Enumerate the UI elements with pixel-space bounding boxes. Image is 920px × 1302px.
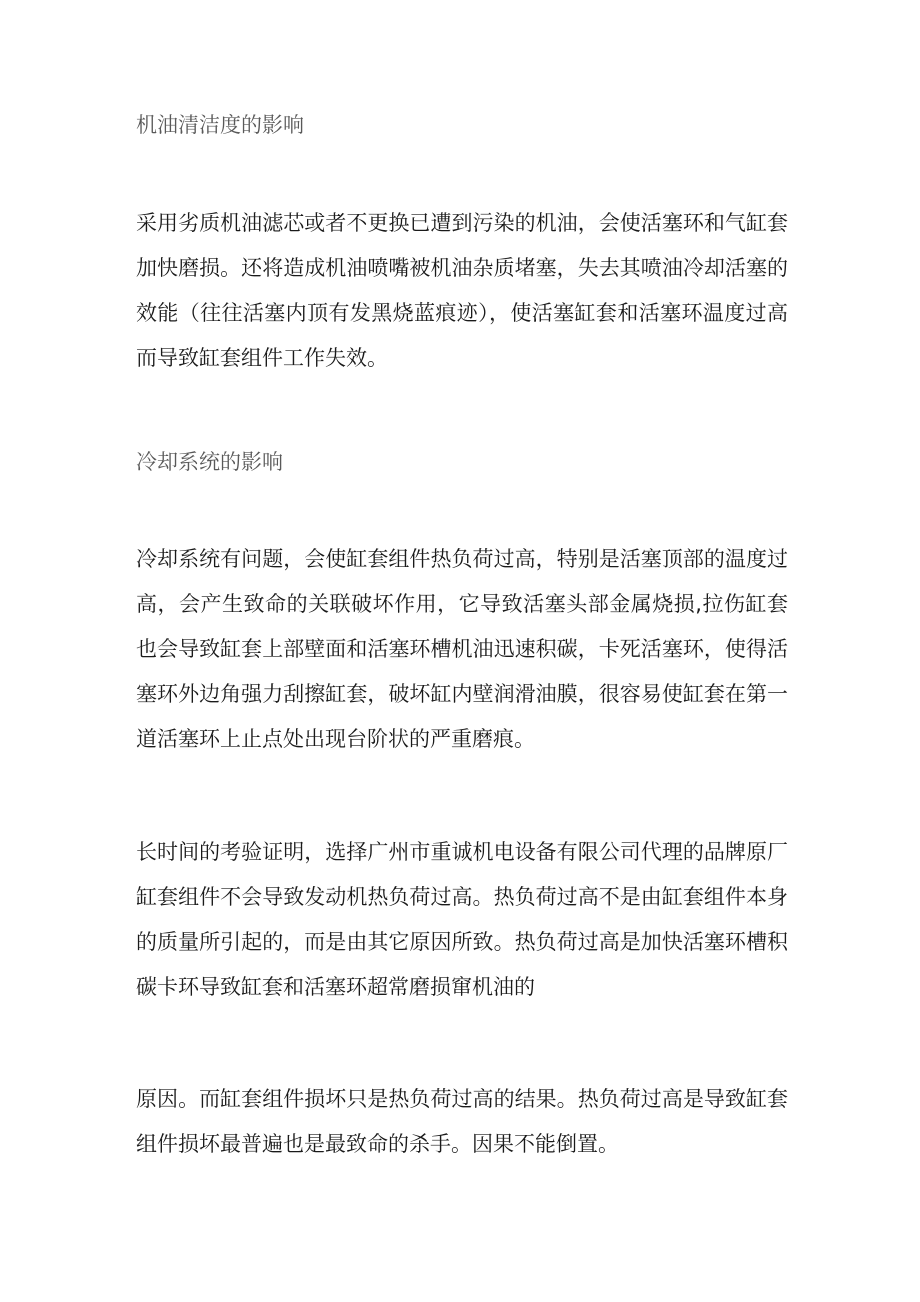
paragraph-oil-cleanliness: 采用劣质机油滤芯或者不更换已遭到污染的机油，会使活塞环和气缸套加快磨损。还将造成机油喷嘴被机油杂质堵塞，失去其喷油冷却活塞的效能（往往活塞内顶有发黑烧蓝痕迹），使活塞缸套和活塞环温度过高而导致缸套组件工作失效。	[136, 211, 788, 370]
section-heading-oil-cleanliness: 机油清洁度的影响	[136, 113, 304, 137]
paragraph-cooling-system: 冷却系统有问题，会使缸套组件热负荷过高，特别是活塞顶部的温度过高，会产生致命的关联破坏作用，它导致活塞头部金属烧损,拉伤缸套也会导致缸套上部壁面和活塞环槽机油迅速积碳，卡死活塞环，使得活塞环外边角强力刮擦缸套，破坏缸内壁润滑油膜，很容易使缸套在第一道活塞环上止点处出现台阶状的严重磨痕。	[136, 547, 788, 751]
paragraph-test-evidence: 长时间的考验证明，选择广州市重诚机电设备有限公司代理的品牌原厂缸套组件不会导致发动机热负荷过高。热负荷过高不是由缸套组件本身的质量所引起的，而是由其它原因所致。热负荷过高是加快活塞环槽积碳卡环导致缸套和活塞环超常磨损窜机油的	[136, 840, 788, 999]
section-heading-cooling-system: 冷却系统的影响	[136, 450, 283, 474]
paragraph-conclusion: 原因。而缸套组件损坏只是热负荷过高的结果。热负荷过高是导致缸套组件损坏最普遍也是最致命的杀手。因果不能倒置。	[136, 1087, 788, 1156]
